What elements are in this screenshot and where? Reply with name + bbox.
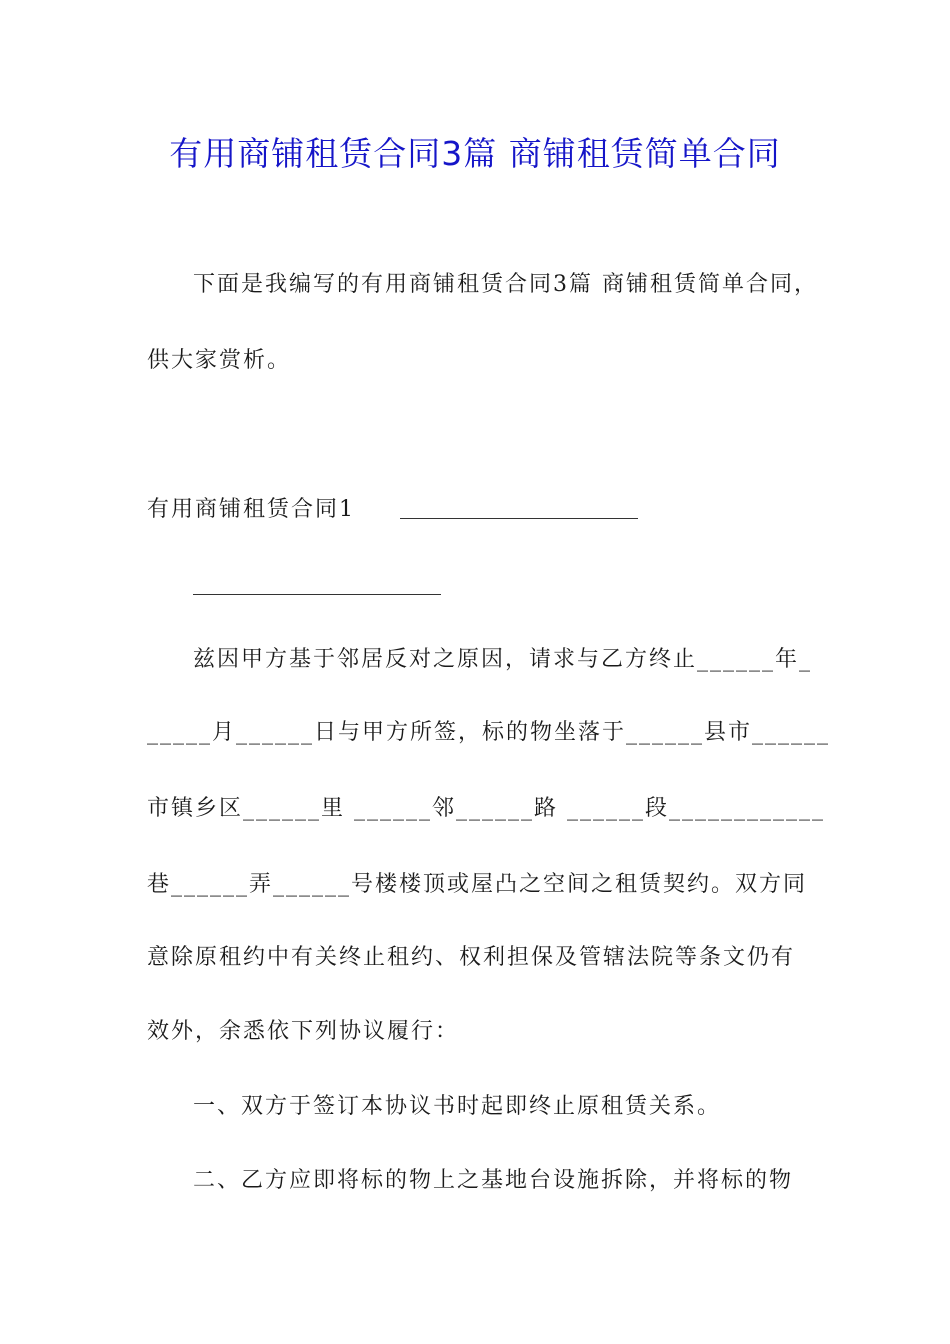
body-line-5: 意除原租约中有关终止租约、权利担保及管辖法院等条文仍有 xyxy=(147,945,796,970)
document-title: 有用商铺租赁合同3篇 商铺租赁简单合同 xyxy=(169,134,781,173)
body-line-6: 效外，余悉依下列协议履行： xyxy=(147,1019,460,1044)
body-line-2: _____月______日与甲方所签，标的物坐落于______县市______ xyxy=(147,720,831,745)
intro-line-1: 下面是我编写的有用商铺租赁合同3篇 商铺租赁简单合同， xyxy=(193,272,818,297)
section-heading: 有用商铺租赁合同1 xyxy=(147,497,355,522)
intro-line-2: 供大家赏析。 xyxy=(147,348,292,373)
body-line-8: 二、乙方应即将标的物上之基地台设施拆除，并将标的物 xyxy=(193,1168,794,1193)
body-line-3: 市镇乡区______里 ______邻______路 ______段____________ xyxy=(147,796,825,821)
body-line-7: 一、双方于签订本协议书时起即终止原租赁关系。 xyxy=(193,1094,722,1119)
body-line-1: 兹因甲方基于邻居反对之原因，请求与乙方终止______年_ xyxy=(193,647,813,672)
heading-underline xyxy=(400,518,638,519)
body-line-4: 巷______弄______号楼楼顶或屋凸之空间之租赁契约。双方同 xyxy=(147,872,808,897)
blank-line xyxy=(193,594,441,595)
